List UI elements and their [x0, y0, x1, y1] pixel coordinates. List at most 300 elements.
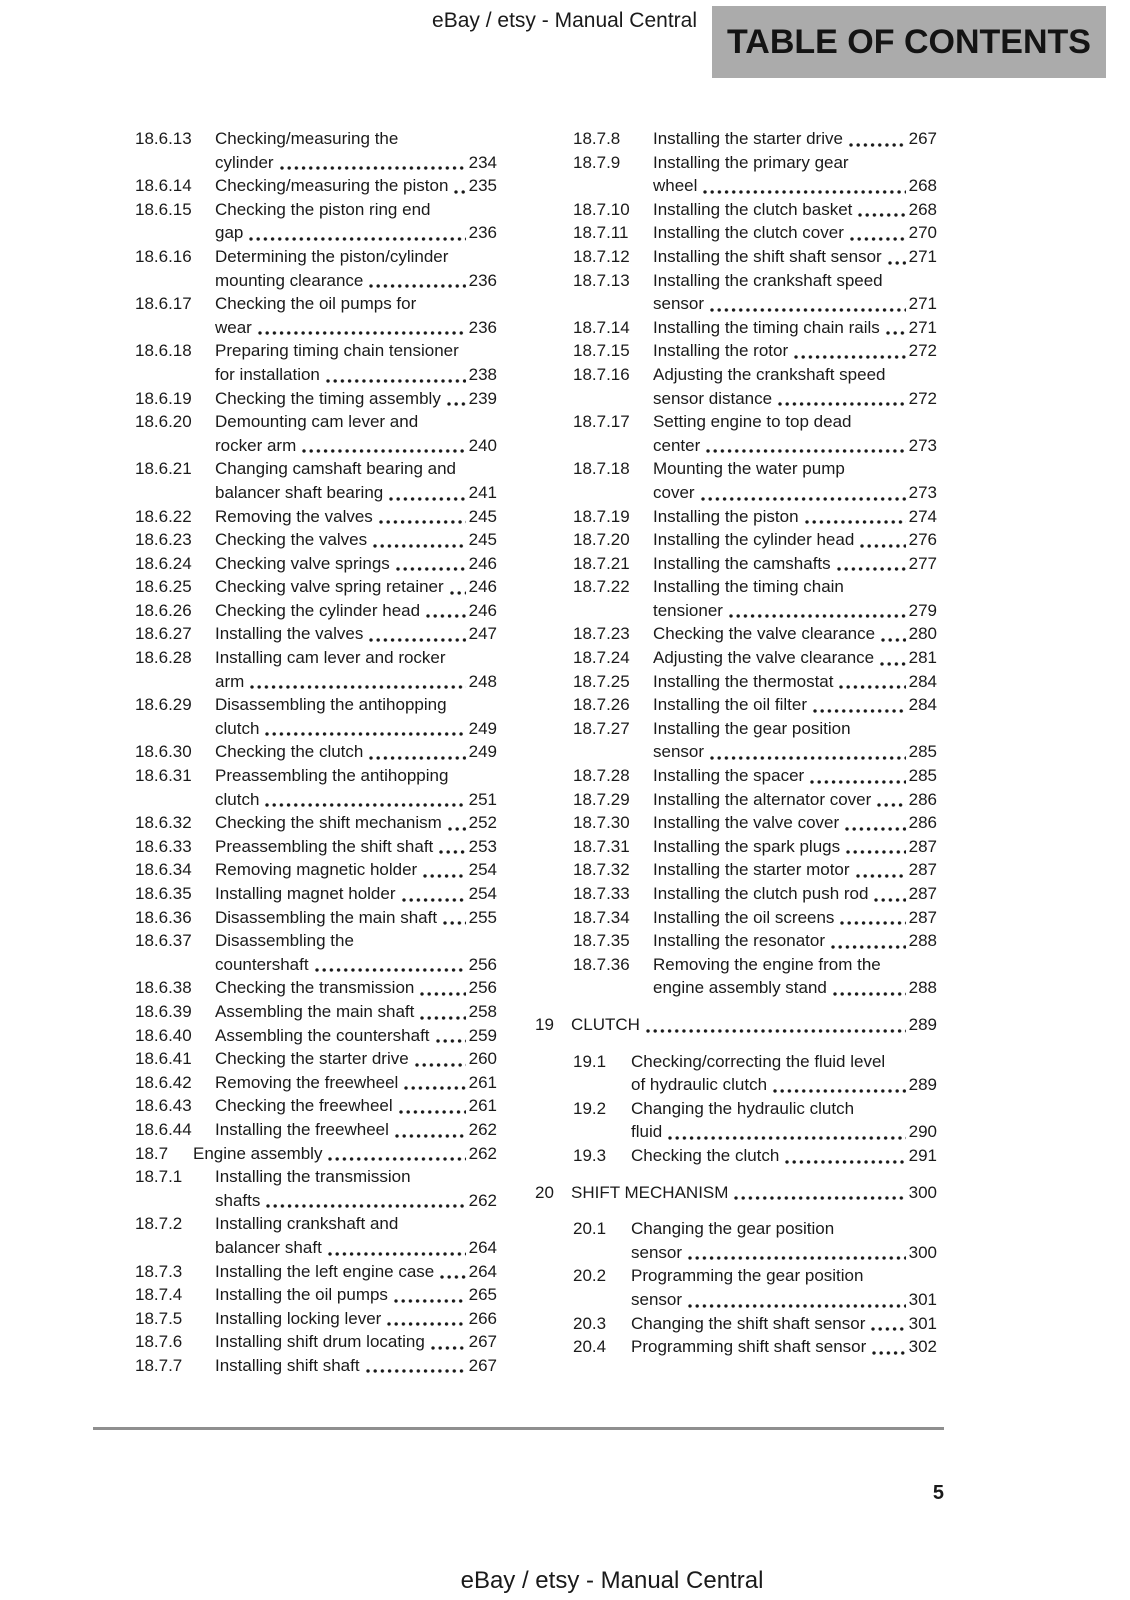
toc-entry: [573, 1144, 937, 1168]
toc-entry-number: 18.6.30: [135, 742, 192, 762]
toc-entry-page: 277: [908, 553, 937, 573]
toc-entry-line: [631, 1312, 937, 1336]
toc-entry: [135, 1212, 497, 1259]
toc-entry-page: 284: [908, 671, 937, 691]
toc-entry-page: 288: [908, 931, 937, 951]
toc-entry-title: Changing the hydraulic clutch: [631, 1098, 855, 1118]
toc-entry-line: [653, 953, 937, 977]
toc-entry-page: 287: [908, 836, 937, 856]
toc-entry-page: 268: [908, 176, 937, 196]
toc-entry-line: [215, 505, 497, 529]
toc-entry-number: 18.6.28: [135, 648, 192, 668]
table-of-contents-banner: [712, 6, 1106, 78]
toc-entry: [573, 505, 937, 529]
toc-entry-page: 268: [908, 199, 937, 219]
toc-entry-number: 18.6.31: [135, 766, 192, 786]
toc-entry: [573, 717, 937, 764]
dot-leader: [886, 331, 906, 335]
toc-entry-line: [215, 1024, 497, 1048]
dot-leader: [404, 1086, 465, 1090]
dot-leader: [369, 756, 465, 760]
toc-entry-number: 18.7.9: [573, 152, 621, 172]
toc-entry-title: SHIFT MECHANISM: [571, 1182, 729, 1202]
toc-entry-number: 18.7.26: [573, 695, 630, 715]
dot-leader: [688, 1304, 906, 1308]
toc-entry: [573, 221, 937, 245]
toc-entry-title: Disassembling the antihopping: [215, 695, 447, 715]
toc-entry: [573, 245, 937, 269]
dot-leader: [794, 355, 905, 359]
dot-leader: [805, 520, 906, 524]
toc-entry-number: 18.6.29: [135, 695, 192, 715]
dot-leader: [850, 237, 906, 241]
toc-entry-title: Installing shift shaft: [215, 1355, 360, 1375]
toc-entry-page: 247: [468, 624, 497, 644]
toc-entry-line: [215, 481, 497, 505]
dot-leader: [328, 1252, 466, 1256]
toc-entry-line: [653, 198, 937, 222]
toc-entry-title: Checking the cylinder head: [215, 600, 421, 620]
toc-entry: [135, 127, 497, 174]
toc-entry: [573, 622, 937, 646]
toc-entry-title: sensor distance: [653, 388, 773, 408]
toc-entry-line: [631, 1217, 937, 1241]
toc-entry-number: 18.7.33: [573, 884, 630, 903]
toc-entry-title: sensor: [631, 1242, 683, 1262]
toc-entry: [135, 339, 497, 386]
toc-entry-line: [571, 1013, 937, 1037]
toc-entry-line: [653, 528, 937, 552]
toc-entry-title: Installing the clutch push rod: [653, 884, 869, 903]
dot-leader: [450, 591, 466, 595]
toc-entry: [573, 127, 937, 151]
toc-entry-line: [653, 575, 937, 599]
dot-leader: [302, 449, 465, 453]
toc-entry-number: 18.7.19: [573, 506, 630, 526]
header-doc-title: eBay / etsy - Manual Central: [432, 9, 697, 32]
toc-entry-title: Installing the rotor: [653, 341, 789, 361]
toc-entry: [573, 528, 937, 552]
dot-leader: [872, 1351, 905, 1355]
toc-column-left: [135, 127, 497, 1377]
toc-entry-title: of hydraulic clutch: [631, 1075, 768, 1095]
dot-leader: [703, 190, 905, 194]
toc-entry-number: 18.7.12: [573, 246, 630, 266]
toc-entry-line: [653, 316, 937, 340]
toc-entry: [135, 174, 497, 198]
toc-entry: [135, 1283, 497, 1307]
toc-entry-line: [631, 1241, 937, 1265]
toc-entry-line: [653, 670, 937, 694]
toc-entry-line: [653, 906, 937, 930]
toc-entry-line: [215, 1260, 497, 1284]
toc-entry-title: Setting engine to top dead: [653, 412, 852, 432]
toc-entry-line: [653, 127, 937, 151]
toc-entry-line: [653, 646, 937, 670]
toc-entry: [573, 811, 937, 835]
toc-entry-line: [631, 1050, 937, 1074]
toc-entry: [135, 1047, 497, 1071]
dot-leader: [250, 685, 465, 689]
toc-entry-title: Installing magnet holder: [215, 884, 396, 903]
dot-leader: [881, 638, 906, 642]
toc-entry-page: 266: [468, 1308, 497, 1328]
toc-entry: [535, 1181, 937, 1205]
toc-entry-number: 18.6.43: [135, 1096, 192, 1116]
toc-entry-title: wear: [215, 317, 252, 337]
toc-entry-number: 18.7.4: [135, 1285, 183, 1305]
toc-entry-number: 18.7: [135, 1143, 169, 1163]
toc-entry-title: Installing the crankshaft speed: [653, 270, 883, 290]
dot-leader: [845, 827, 905, 831]
toc-entry-line: [631, 1144, 937, 1168]
toc-entry-number: 20.3: [573, 1313, 607, 1333]
toc-entry-number: 18.6.25: [135, 577, 192, 597]
dot-leader: [389, 497, 465, 501]
toc-entry-number: 18.6.44: [135, 1119, 192, 1139]
toc-entry-line: [653, 835, 937, 859]
toc-entry: [135, 1354, 497, 1378]
toc-entry-page: 236: [468, 270, 497, 290]
toc-entry-line: [653, 151, 937, 175]
toc-entry-number: 18.7.21: [573, 553, 630, 573]
dot-leader: [369, 638, 465, 642]
dot-leader: [399, 1110, 466, 1114]
dot-leader: [880, 662, 905, 666]
toc-entry-number: 18.7.14: [573, 317, 630, 337]
toc-entry: [135, 622, 497, 646]
toc-entry-page: 267: [468, 1355, 497, 1375]
toc-entry-number: 18.6.20: [135, 412, 192, 432]
toc-entry-title: Preassembling the shift shaft: [215, 836, 434, 856]
toc-entry-page: 301: [908, 1313, 937, 1333]
toc-entry-page: 261: [468, 1096, 497, 1116]
toc-entry: [573, 953, 937, 1000]
toc-entry-page: 287: [908, 907, 937, 927]
toc-entry-title: Checking the shift mechanism: [215, 813, 442, 833]
toc-entry-number: 18.7.5: [135, 1308, 183, 1328]
toc-entry-line: [215, 339, 497, 363]
toc-entry-number: 18.6.39: [135, 1001, 192, 1021]
toc-entry-title: Installing cam lever and rocker: [215, 648, 446, 668]
toc-entry-line: [215, 410, 497, 434]
toc-entry-title: Installing the left engine case: [215, 1261, 435, 1281]
toc-entry-title: Removing the engine from the: [653, 954, 881, 974]
dot-leader: [888, 261, 906, 265]
toc-entry-line: [215, 1212, 497, 1236]
toc-entry-line: [215, 363, 497, 387]
dot-leader: [706, 449, 905, 453]
toc-entry-page: 256: [468, 978, 497, 998]
toc-entry-page: 271: [908, 294, 937, 314]
toc-entry-title: Preparing timing chain tensioner: [215, 341, 459, 361]
toc-entry-title: Checking the starter drive: [215, 1049, 409, 1069]
toc-entry-title: Adjusting the crankshaft speed: [653, 364, 886, 384]
dot-leader: [366, 1369, 466, 1373]
toc-entry-line: [653, 221, 937, 245]
toc-entry-page: 239: [468, 388, 497, 408]
toc-entry-number: 18.6.17: [135, 294, 192, 314]
toc-entry-number: 18.6.27: [135, 624, 192, 644]
toc-entry-title: Installing the alternator cover: [653, 789, 872, 809]
toc-entry-line: [215, 316, 497, 340]
toc-entry-page: 290: [908, 1122, 937, 1142]
dot-leader: [431, 1346, 466, 1350]
dot-leader: [858, 213, 905, 217]
toc-entry: [135, 1118, 497, 1142]
dot-leader: [280, 166, 466, 170]
toc-entry-title: engine assembly stand: [653, 978, 827, 998]
toc-entry-title: Installing the clutch basket: [653, 199, 853, 219]
toc-entry-line: [653, 622, 937, 646]
toc-entry-number: 18.6.42: [135, 1072, 192, 1092]
toc-entry-page: 236: [468, 223, 497, 243]
dot-leader: [258, 331, 466, 335]
toc-entry-page: 289: [908, 1075, 937, 1095]
toc-entry-page: 258: [468, 1001, 497, 1021]
toc-entry-line: [215, 976, 497, 1000]
toc-entry-title: Installing the oil pumps: [215, 1285, 388, 1305]
toc-entry-line: [215, 717, 497, 741]
dot-leader: [778, 402, 906, 406]
toc-entry: [135, 198, 497, 245]
toc-entry-page: 252: [468, 813, 497, 833]
toc-entry-page: 261: [468, 1072, 497, 1092]
toc-entry-line: [215, 127, 497, 151]
dot-leader: [265, 803, 465, 807]
toc-entry-page: 259: [468, 1025, 497, 1045]
toc-entry-title: Installing the spark plugs: [653, 836, 841, 856]
toc-entry-line: [653, 481, 937, 505]
toc-entry-number: 18.7.27: [573, 718, 630, 738]
toc-entry-title: Checking the transmission: [215, 978, 415, 998]
toc-entry: [135, 811, 497, 835]
toc-entry-number: 18.7.36: [573, 954, 630, 974]
toc-entry-line: [653, 174, 937, 198]
dot-leader: [420, 1016, 465, 1020]
toc-entry-line: [653, 292, 937, 316]
toc-entry-title: Installing the starter drive: [653, 129, 843, 148]
toc-entry-line: [215, 1189, 497, 1213]
toc-entry-line: [653, 693, 937, 717]
toc-entry: [135, 693, 497, 740]
toc-entry-number: 18.7.10: [573, 199, 630, 219]
dot-leader: [415, 1063, 466, 1067]
toc-entry-title: Checking the valve clearance: [653, 624, 876, 644]
toc-entry-title: tensioner: [653, 600, 723, 620]
toc-entry-title: Installing crankshaft and: [215, 1214, 399, 1234]
toc-entry-page: 264: [468, 1261, 497, 1281]
dot-leader: [849, 143, 906, 147]
toc-entry-line: [215, 1307, 497, 1331]
toc-entry-title: Installing the camshafts: [653, 553, 831, 573]
toc-entry: [573, 363, 937, 410]
toc-entry-line: [215, 811, 497, 835]
toc-entry-title: Engine assembly: [193, 1143, 323, 1163]
toc-entry: [573, 835, 937, 859]
toc-entry-line: [215, 1236, 497, 1260]
toc-entry-page: 300: [908, 1182, 937, 1202]
toc-entry-number: 18.6.33: [135, 836, 192, 856]
dot-leader: [373, 544, 465, 548]
toc-entry-title: Changing the shift shaft sensor: [631, 1313, 866, 1333]
dot-leader: [395, 1134, 466, 1138]
toc-entry-number: 18.7.24: [573, 648, 630, 668]
toc-entry-page: 241: [468, 482, 497, 502]
toc-entry-page: 286: [908, 789, 937, 809]
toc-entry-page: 272: [908, 341, 937, 361]
toc-entry-title: Programming shift shaft sensor: [631, 1337, 867, 1357]
toc-entry: [573, 339, 937, 363]
toc-entry-page: 281: [908, 648, 937, 668]
toc-entry-title: Assembling the countershaft: [215, 1025, 430, 1045]
toc-entry-line: [653, 811, 937, 835]
toc-entry-page: 236: [468, 317, 497, 337]
toc-entry-number: 18.7.6: [135, 1332, 183, 1352]
toc-entry-line: [215, 599, 497, 623]
toc-entry-page: 240: [468, 435, 497, 455]
dot-leader: [265, 732, 465, 736]
toc-entry: [135, 410, 497, 457]
toc-entry-title: Checking/measuring the piston: [215, 176, 449, 196]
toc-entry-line: [215, 953, 497, 977]
toc-entry-line: [653, 764, 937, 788]
toc-entry: [135, 646, 497, 693]
toc-entry: [135, 1165, 497, 1212]
dot-leader: [846, 850, 906, 854]
toc-entry-number: 18.6.26: [135, 600, 192, 620]
dot-leader: [447, 402, 466, 406]
toc-entry: [135, 740, 497, 764]
toc-entry-line: [653, 363, 937, 387]
toc-entry-title: Checking the oil pumps for: [215, 294, 417, 314]
toc-entry: [573, 1312, 937, 1336]
toc-entry-number: 18.6.14: [135, 176, 192, 196]
toc-entry-title: Installing the spacer: [653, 766, 805, 786]
toc-entry-page: 246: [468, 553, 497, 573]
toc-entry-number: 18.7.2: [135, 1214, 183, 1234]
toc-entry: [573, 906, 937, 930]
toc-entry-line: [215, 552, 497, 576]
toc-entry-page: 246: [468, 600, 497, 620]
toc-entry-page: 285: [908, 742, 937, 762]
dot-leader: [810, 780, 905, 784]
dot-leader: [785, 1160, 905, 1164]
toc-entry-line: [215, 174, 497, 198]
toc-entry: [135, 457, 497, 504]
dot-leader: [668, 1136, 905, 1140]
toc-entry-number: 18.6.22: [135, 506, 192, 526]
toc-entry-title: wheel: [653, 176, 698, 196]
toc-entry: [535, 1013, 937, 1037]
toc-entry-title: Installing the clutch cover: [653, 223, 844, 243]
toc-entry-number: 20.4: [573, 1337, 607, 1357]
toc-entry-line: [571, 1181, 937, 1205]
dot-leader: [839, 685, 905, 689]
dot-leader: [837, 567, 906, 571]
toc-entry-title: Checking the freewheel: [215, 1096, 393, 1116]
toc-entry-number: 18.6.38: [135, 978, 192, 998]
toc-entry-line: [653, 882, 937, 906]
toc-entry-line: [215, 882, 497, 906]
dot-leader: [813, 709, 906, 713]
toc-entry-page: 273: [908, 435, 937, 455]
toc-entry: [573, 269, 937, 316]
toc-entry-line: [215, 906, 497, 930]
toc-entry-line: [215, 1165, 497, 1189]
dot-leader: [396, 567, 466, 571]
toc-entry-number: 18.6.40: [135, 1025, 192, 1045]
toc-entry-title: Installing the timing chain rails: [653, 317, 880, 337]
toc-entry-title: Checking/correcting the fluid level: [631, 1051, 886, 1071]
toc-entry-title: Installing the gear position: [653, 718, 851, 738]
toc-entry-page: 234: [468, 152, 497, 172]
toc-entry-title: Checking the clutch: [631, 1145, 780, 1165]
toc-entry-number: 20.2: [573, 1266, 607, 1286]
toc-entry-number: 18.7.15: [573, 341, 630, 361]
toc-entry: [135, 1260, 497, 1284]
toc-entry: [573, 858, 937, 882]
toc-entry-number: 18.7.22: [573, 577, 630, 597]
toc-entry-title: rocker arm: [215, 435, 297, 455]
toc-entry-page: 291: [908, 1145, 937, 1165]
toc-entry: [135, 1024, 497, 1048]
toc-entry-title: Checking the clutch: [215, 742, 364, 762]
toc-entry-title: Installing the primary gear: [653, 152, 849, 172]
dot-leader: [840, 921, 905, 925]
toc-entry-line: [215, 622, 497, 646]
toc-entry: [135, 387, 497, 411]
toc-entry-title: Demounting cam lever and: [215, 412, 419, 432]
toc-entry: [135, 599, 497, 623]
toc-entry-page: 272: [908, 388, 937, 408]
toc-entry-title: sensor: [631, 1289, 683, 1309]
dot-leader: [871, 1327, 905, 1331]
toc-entry: [135, 552, 497, 576]
dot-leader: [710, 756, 906, 760]
toc-entry-page: 245: [468, 506, 497, 526]
toc-entry-line: [215, 1283, 497, 1307]
toc-entry: [135, 1330, 497, 1354]
toc-entry-page: 253: [468, 836, 497, 856]
toc-entry: [573, 1264, 937, 1311]
toc-entry-title: clutch: [215, 789, 260, 809]
toc-entry-page: 287: [908, 860, 937, 880]
dot-leader: [440, 1275, 465, 1279]
toc-entry-number: 18.7.1: [135, 1167, 183, 1187]
toc-entry: [573, 552, 937, 576]
toc-entry-title: Removing the freewheel: [215, 1072, 399, 1092]
toc-entry-line: [193, 1142, 497, 1166]
toc-entry: [135, 1142, 497, 1166]
toc-entry-number: 19.1: [573, 1051, 607, 1071]
toc-entry-title: Installing the starter motor: [653, 860, 850, 880]
toc-entry-line: [215, 245, 497, 269]
toc-entry-number: 18.7.34: [573, 907, 630, 927]
toc-entry-line: [215, 269, 497, 293]
toc-entry-line: [631, 1264, 937, 1288]
toc-entry: [573, 882, 937, 906]
toc-entry-line: [215, 434, 497, 458]
toc-entry-line: [653, 740, 937, 764]
dot-leader: [394, 1299, 466, 1303]
dot-leader: [701, 497, 906, 501]
toc-entry-line: [215, 387, 497, 411]
dot-leader: [439, 850, 465, 854]
toc-entry-page: 276: [908, 530, 937, 550]
toc-entry-title: for installation: [215, 364, 320, 384]
toc-entry: [573, 929, 937, 953]
